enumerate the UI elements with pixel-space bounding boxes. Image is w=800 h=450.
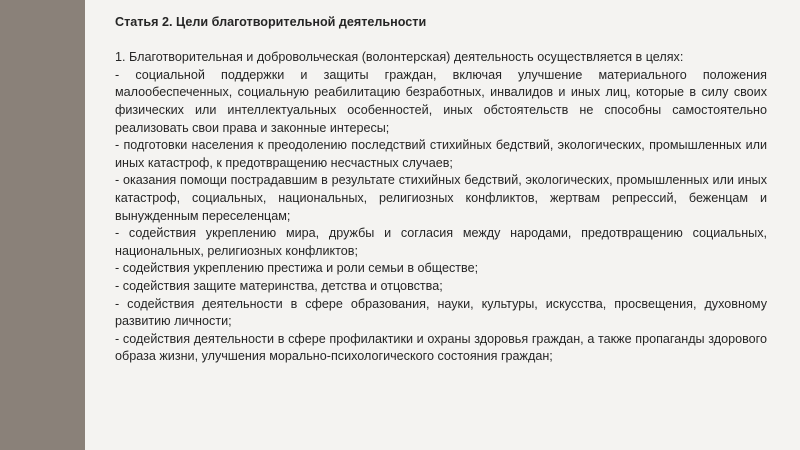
article-heading: Статья 2. Цели благотворительной деятельности xyxy=(115,15,427,29)
list-item: - содействия укреплению мира, дружбы и согласия между народами, предотвращению социальных, национальных, религиозных конфликтов; xyxy=(115,226,767,258)
list-item: - оказания помощи пострадавшим в результате стихийных бедствий, экологических, промышленных или иных катастроф, социальных, национальных, религиозных конфликтов, жертвам репрессий, беженцам и вынужденным переселенцам; xyxy=(115,173,767,223)
list-item: - содействия деятельности в сфере образования, науки, культуры, искусства, просвещения, духовному развитию личности; xyxy=(115,296,767,329)
list-item: - содействия деятельности в сфере профилактики и охраны здоровья граждан, а также пропаганды здорового образа жизни, улучшения морально-психологического состояния граждан; xyxy=(115,331,767,364)
list-item: - содействия защите материнства, детства и отцовства; xyxy=(115,278,443,293)
list-item: - социальной поддержки и защиты граждан, включая улучшение материального положения малообеспеченных, социальную реабилитацию безработных, инвалидов и иных лиц, которые в силу своих физических или интеллектуальных особенностей, иных обстоятельств не способны самостоятельно реализовать свои права и законные интересы; xyxy=(115,67,767,135)
intro-paragraph: 1. Благотворительная и добровольческая (волонтерская) деятельность осуществляется в целях: xyxy=(115,50,684,65)
list-item: - подготовки населения к преодолению последствий стихийных бедствий, экологических, промышленных или иных катастроф, к предотвращению несчастных случаев; xyxy=(115,138,767,170)
article-text xyxy=(115,14,767,366)
list-item: - содействия укреплению престижа и роли семьи в обществе; xyxy=(115,261,479,276)
left-decorative-bar xyxy=(0,0,85,450)
slide xyxy=(85,0,800,450)
blank-line xyxy=(115,32,767,50)
